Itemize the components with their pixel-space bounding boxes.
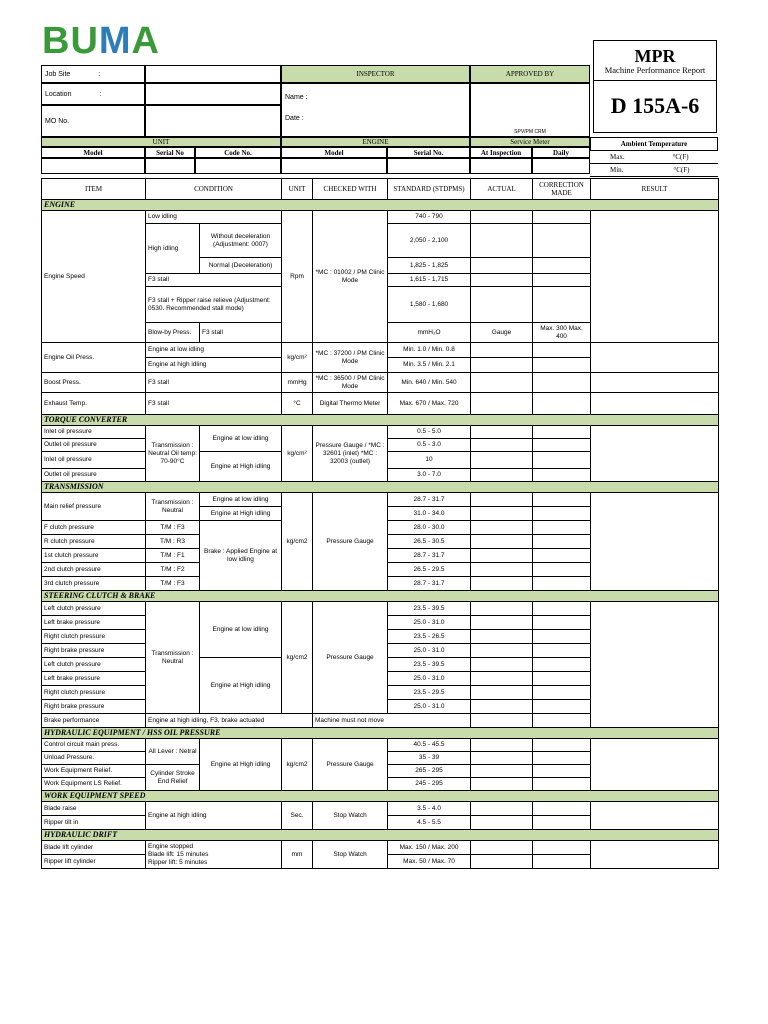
table-cell: Transmission : Neutral — [146, 602, 200, 714]
correction-cell[interactable] — [533, 343, 591, 358]
actual-cell[interactable] — [471, 452, 533, 469]
actual-cell[interactable] — [471, 211, 533, 224]
table-cell: F clutch pressure — [42, 521, 146, 535]
table-cell: kg/cm2 — [282, 602, 313, 714]
table-cell: kg/cm² — [282, 343, 313, 373]
table-cell: 28.7 - 31.7 — [388, 493, 471, 507]
correction-cell[interactable] — [533, 493, 591, 507]
table-cell: Transmission : Neutral Oil temp: 70-90°C — [146, 426, 200, 482]
actual-cell[interactable] — [471, 343, 533, 358]
actual-cell[interactable] — [471, 426, 533, 439]
section-engine — [42, 200, 719, 211]
table-cell: 1,580 - 1,680 — [388, 287, 471, 323]
table-cell: Unload Pressure. — [42, 752, 146, 765]
actual-cell[interactable] — [471, 358, 533, 373]
table-cell: Engine at High idling — [200, 507, 282, 521]
table-cell: 1,825 - 1,825 — [388, 258, 471, 274]
correction-cell[interactable] — [533, 521, 591, 535]
logo-text-c: A — [131, 20, 160, 62]
actual-cell[interactable] — [471, 855, 533, 869]
table-cell: 25.0 - 31.0 — [388, 616, 471, 630]
table-row — [42, 343, 719, 358]
correction-cell[interactable] — [533, 855, 591, 869]
mpr-subtitle: Machine Performance Report — [594, 65, 716, 81]
table-cell: Sec. — [282, 802, 313, 830]
result-cell[interactable] — [591, 493, 719, 591]
table-cell: F3 stall + Ripper raise relieve (Adjustment: 0530. Recommended stall mode) — [146, 287, 282, 323]
table-cell: 0.5 - 3.0 — [388, 439, 471, 452]
correction-cell[interactable] — [533, 373, 591, 393]
table-cell: Normal (Deceleration) — [200, 258, 282, 274]
ambient-min-row[interactable]: Min. °C(F) — [590, 164, 718, 177]
mo-no-field[interactable] — [145, 105, 281, 137]
table-cell: Cylinder Stroke End Relief — [146, 765, 200, 791]
actual-cell[interactable] — [471, 439, 533, 452]
engine-serial-field[interactable] — [387, 158, 470, 174]
table-cell: Machine must not move — [313, 714, 471, 728]
table-cell: Engine at High idling — [200, 739, 282, 791]
section-hydraulic-equipment — [42, 728, 719, 739]
result-cell[interactable] — [591, 343, 719, 373]
table-cell: Transmission : Neutral — [146, 493, 200, 521]
table-cell: F3 stall — [146, 393, 282, 415]
table-cell: 23.5 - 29.5 — [388, 686, 471, 700]
table-cell: 25.0 - 31.0 — [388, 672, 471, 686]
daily-field[interactable] — [532, 158, 590, 174]
table-cell: *MC : 37200 / PM Clinic Mode — [313, 343, 388, 373]
section-steering-clutch-brake — [42, 591, 719, 602]
table-cell: 25.0 - 31.0 — [388, 700, 471, 714]
table-cell: 2,050 - 2,100 — [388, 224, 471, 258]
table-cell: kg/cm2 — [282, 739, 313, 791]
actual-cell[interactable] — [471, 521, 533, 535]
correction-cell[interactable] — [533, 452, 591, 469]
code-no-field[interactable] — [195, 158, 281, 174]
table-cell: Left clutch pressure — [42, 602, 146, 616]
table-cell: 3.5 - 4.0 — [388, 802, 471, 816]
table-cell: Engine at low idling — [146, 343, 282, 358]
table-cell: Gauge — [471, 323, 533, 343]
correction-cell[interactable] — [533, 563, 591, 577]
table-cell: 35 - 39 — [388, 752, 471, 765]
table-cell: T/M : F3 — [146, 521, 200, 535]
correction-cell[interactable] — [533, 765, 591, 778]
result-cell[interactable] — [591, 802, 719, 830]
table-cell: Engine at low idling — [200, 602, 282, 658]
correction-cell[interactable] — [533, 469, 591, 482]
table-cell: Inlet oil pressure — [42, 452, 146, 469]
table-row — [42, 802, 719, 816]
table-cell: 2nd clutch pressure — [42, 563, 146, 577]
inspector-name: Name : — [285, 94, 308, 101]
logo-text-a: BU — [42, 20, 99, 62]
actual-cell[interactable] — [471, 493, 533, 507]
unit-header: UNIT — [41, 137, 281, 147]
correction-cell[interactable] — [533, 739, 591, 752]
unit-serial-label: Serial No — [145, 147, 195, 158]
actual-cell[interactable] — [471, 658, 533, 672]
table-cell: All Lever : Netral — [146, 739, 200, 765]
correction-cell[interactable] — [533, 816, 591, 830]
actual-cell[interactable] — [471, 563, 533, 577]
table-cell: kg/cm2 — [282, 493, 313, 591]
table-cell: 23.5 - 39.5 — [388, 602, 471, 616]
col-item: ITEM — [42, 179, 146, 200]
table-row — [42, 426, 719, 439]
table-cell: Digital Thermo Meter — [313, 393, 388, 415]
table-row — [42, 393, 719, 415]
correction-cell[interactable] — [533, 700, 591, 714]
table-cell: 3rd clutch pressure — [42, 577, 146, 591]
inspector-fields[interactable] — [281, 83, 470, 137]
table-cell: Engine at High idling — [200, 658, 282, 714]
table-cell: Main relief pressure — [42, 493, 146, 521]
correction-cell[interactable] — [533, 616, 591, 630]
daily-label: Daily — [532, 147, 590, 158]
table-row — [42, 373, 719, 393]
table-cell: Left clutch pressure — [42, 658, 146, 672]
table-row — [42, 493, 719, 507]
table-cell: Outlet oil pressure — [42, 439, 146, 452]
actual-cell[interactable] — [471, 602, 533, 616]
actual-cell[interactable] — [471, 549, 533, 563]
correction-cell[interactable] — [533, 211, 591, 224]
table-cell: mmHg — [282, 373, 313, 393]
table-row — [42, 211, 719, 224]
table-cell: Pressure Gauge / *MC : 32601 (inlet) *MC : 32003 (outlet) — [313, 426, 388, 482]
table-cell: Blade raise — [42, 802, 146, 816]
result-cell[interactable] — [591, 739, 719, 791]
approver-title: SPV/PM CRM — [514, 129, 546, 135]
table-cell: 40.5 - 45.5 — [388, 739, 471, 752]
table-cell: High idling — [146, 224, 200, 274]
unit-model-label: Model — [41, 147, 145, 158]
result-cell[interactable] — [591, 426, 719, 482]
col-unit: UNIT — [282, 179, 313, 200]
actual-cell[interactable] — [471, 739, 533, 752]
engine-model-label: Model — [281, 147, 387, 158]
table-cell: Ripper lift cylinder — [42, 855, 146, 869]
correction-cell[interactable] — [533, 577, 591, 591]
table-cell: mm — [282, 841, 313, 869]
actual-cell[interactable] — [471, 393, 533, 415]
job-site-field[interactable] — [145, 65, 281, 83]
correction-cell[interactable] — [533, 752, 591, 765]
table-cell: T/M : F2 — [146, 563, 200, 577]
table-cell: 25.0 - 31.0 — [388, 644, 471, 658]
table-cell: 10 — [388, 452, 471, 469]
table-cell: mmH₂O — [388, 323, 471, 343]
actual-cell[interactable] — [471, 686, 533, 700]
mpr-model: D 155A-6 — [610, 93, 700, 118]
actual-cell[interactable] — [471, 630, 533, 644]
correction-cell[interactable] — [533, 535, 591, 549]
table-cell: 23.5 - 39.5 — [388, 658, 471, 672]
engine-model-field[interactable] — [281, 158, 387, 174]
correction-cell[interactable] — [533, 549, 591, 563]
actual-cell[interactable] — [471, 224, 533, 258]
table-cell: Inlet oil pressure — [42, 426, 146, 439]
actual-cell[interactable] — [471, 373, 533, 393]
ambient-title: Ambient Temperature — [590, 137, 718, 151]
table-cell: Engine at high idling, F3, brake actuated — [146, 714, 313, 728]
table-row — [42, 841, 719, 855]
table-cell: F3 stall — [200, 323, 313, 343]
mpr-title: MPR — [634, 46, 676, 66]
actual-cell[interactable] — [471, 752, 533, 765]
correction-cell[interactable] — [533, 439, 591, 452]
table-cell: Right clutch pressure — [42, 686, 146, 700]
item-engine-speed: Engine Speed — [42, 211, 146, 343]
actual-cell[interactable] — [471, 714, 533, 728]
table-cell: 265 - 295 — [388, 765, 471, 778]
table-cell: Engine at High idling — [200, 452, 282, 482]
correction-cell[interactable] — [533, 287, 591, 323]
column-header-row — [42, 179, 719, 200]
mo-no-label: MO No. — [41, 105, 145, 137]
actual-cell[interactable] — [471, 577, 533, 591]
table-cell: Min. 1.0 / Min. 0.8 — [388, 343, 471, 358]
inspection-table — [41, 178, 719, 869]
table-cell: TORQUE CONVERTER — [42, 415, 719, 426]
table-cell: Engine at low idling — [200, 493, 282, 507]
table-cell: Engine stopped Blade lift: 15 minutes Ripper lift: 5 minutes — [146, 841, 282, 869]
actual-cell[interactable] — [471, 644, 533, 658]
table-cell: 23.5 - 26.5 — [388, 630, 471, 644]
table-cell: 28.7 - 31.7 — [388, 577, 471, 591]
table-cell: °C — [282, 393, 313, 415]
correction-cell[interactable] — [533, 393, 591, 415]
logo-text-b: M — [98, 20, 132, 62]
table-cell: Outlet oil pressure — [42, 469, 146, 482]
ambient-max-row[interactable]: Max. °C(F) — [590, 151, 718, 164]
table-cell: kg/cm² — [282, 426, 313, 482]
table-cell: Engine Oil Press. — [42, 343, 146, 373]
correction-cell[interactable] — [533, 602, 591, 616]
actual-cell[interactable] — [471, 616, 533, 630]
result-cell[interactable] — [591, 211, 719, 343]
table-cell: Right brake pressure — [42, 700, 146, 714]
inspector-header: INSPECTOR — [281, 65, 470, 83]
actual-cell[interactable] — [471, 841, 533, 855]
approved-by-header: APPROVED BY — [470, 65, 590, 83]
table-cell: Control circuit main press. — [42, 739, 146, 752]
table-cell: WORK EQUIPMENT SPEED — [42, 791, 719, 802]
location-label: Location : — [41, 83, 145, 105]
table-cell: Min. 3.5 / Min. 2.1 — [388, 358, 471, 373]
table-cell: F3 stall — [146, 274, 282, 287]
table-cell: Brake : Applied Engine at low idling — [200, 521, 282, 591]
correction-cell[interactable] — [533, 644, 591, 658]
col-correction: CORRECTION MADE — [533, 179, 591, 200]
table-cell: T/M : F3 — [146, 577, 200, 591]
table-cell: *MC : 36500 / PM Clinic Mode — [313, 373, 388, 393]
correction-cell[interactable] — [533, 224, 591, 258]
table-cell: 26.5 - 30.5 — [388, 535, 471, 549]
table-cell: 28.0 - 30.0 — [388, 521, 471, 535]
correction-cell[interactable] — [533, 841, 591, 855]
table-cell: 0.5 - 5.0 — [388, 426, 471, 439]
actual-cell[interactable] — [471, 672, 533, 686]
table-cell: Brake performance — [42, 714, 146, 728]
buma-logo — [42, 22, 160, 60]
table-cell: 26.5 - 29.5 — [388, 563, 471, 577]
table-cell: Blade lift cylinder — [42, 841, 146, 855]
table-cell: 28.7 - 31.7 — [388, 549, 471, 563]
ambient-temperature-box — [590, 137, 718, 173]
table-cell: Engine at high idling — [146, 802, 282, 830]
correction-cell[interactable] — [533, 630, 591, 644]
table-cell: Left brake pressure — [42, 616, 146, 630]
correction-cell[interactable] — [533, 658, 591, 672]
table-cell: 1st clutch pressure — [42, 549, 146, 563]
table-cell: TRANSMISSION — [42, 482, 719, 493]
table-cell: Left brake pressure — [42, 672, 146, 686]
table-cell: 740 - 790 — [388, 211, 471, 224]
table-cell: T/M : R3 — [146, 535, 200, 549]
table-cell: 31.0 - 34.0 — [388, 507, 471, 521]
at-inspection-field[interactable] — [470, 158, 532, 174]
at-inspection-label: At Inspection — [470, 147, 532, 158]
table-cell: Pressure Gauge — [313, 602, 388, 714]
table-cell: Rpm — [282, 211, 313, 343]
table-cell: HYDRAULIC DRIFT — [42, 830, 719, 841]
actual-cell[interactable] — [471, 258, 533, 274]
table-cell: Work Equipment LS Relief. — [42, 778, 146, 791]
engine-serial-label: Serial No. — [387, 147, 470, 158]
table-cell: Low idling — [146, 211, 282, 224]
actual-cell[interactable] — [471, 700, 533, 714]
table-cell: Stop Watch — [313, 841, 388, 869]
actual-cell[interactable] — [471, 765, 533, 778]
correction-cell[interactable] — [533, 258, 591, 274]
table-cell: Max. 50 / Max. 70 — [388, 855, 471, 869]
section-torque-converter — [42, 415, 719, 426]
inspector-date: Date : — [285, 115, 304, 122]
table-cell: Max. 670 / Max. 720 — [388, 393, 471, 415]
table-cell: Stop Watch — [313, 802, 388, 830]
table-cell: Without deceleration (Adjustment: 0007) — [200, 224, 282, 258]
actual-cell[interactable] — [471, 816, 533, 830]
section-hydraulic-drift — [42, 830, 719, 841]
table-cell: 245 - 295 — [388, 778, 471, 791]
table-cell: Blow-by Press. — [146, 323, 200, 343]
section-transmission — [42, 482, 719, 493]
result-cell[interactable] — [591, 602, 719, 728]
location-field[interactable] — [145, 83, 281, 105]
code-no-label: Code No. — [195, 147, 281, 158]
actual-cell[interactable] — [471, 287, 533, 323]
unit-model-field[interactable] — [41, 158, 145, 174]
service-meter-header: Service Meter — [470, 137, 590, 147]
result-cell[interactable] — [591, 841, 719, 869]
actual-cell[interactable] — [471, 274, 533, 287]
engine-header: ENGINE — [281, 137, 470, 147]
table-cell: *MC : 01002 / PM Clinic Mode — [313, 211, 388, 343]
correction-cell[interactable] — [533, 672, 591, 686]
actual-cell[interactable] — [471, 778, 533, 791]
table-row — [42, 602, 719, 616]
mpr-title-box — [593, 40, 717, 133]
table-cell: F3 stall — [146, 373, 282, 393]
correction-cell[interactable] — [533, 686, 591, 700]
actual-cell[interactable] — [471, 802, 533, 816]
table-cell: 1,615 - 1,715 — [388, 274, 471, 287]
col-actual: ACTUAL — [471, 179, 533, 200]
correction-cell[interactable] — [533, 802, 591, 816]
table-cell: Exhaust Temp. — [42, 393, 146, 415]
correction-cell[interactable] — [533, 714, 591, 728]
actual-cell[interactable] — [471, 535, 533, 549]
table-cell: Ripper tilt in — [42, 816, 146, 830]
table-cell: 3.0 - 7.0 — [388, 469, 471, 482]
table-cell: Engine at low idling — [200, 426, 282, 452]
actual-cell[interactable] — [471, 469, 533, 482]
table-cell: Right clutch pressure — [42, 630, 146, 644]
table-cell: Right brake pressure — [42, 644, 146, 658]
correction-cell[interactable] — [533, 358, 591, 373]
correction-cell[interactable] — [533, 274, 591, 287]
correction-cell[interactable] — [533, 426, 591, 439]
table-cell: Max. 300 Max. 400 — [533, 323, 591, 343]
correction-cell[interactable] — [533, 778, 591, 791]
table-cell: Min. 640 / Min. 540 — [388, 373, 471, 393]
actual-cell[interactable] — [471, 507, 533, 521]
table-cell: Boost Press. — [42, 373, 146, 393]
table-cell: Engine at high idling — [146, 358, 282, 373]
table-cell: T/M : F1 — [146, 549, 200, 563]
table-cell: Pressure Gauge — [313, 493, 388, 591]
table-cell: HYDRAULIC EQUIPMENT / HSS OIL PRESSURE — [42, 728, 719, 739]
table-cell: Pressure Gauge — [313, 739, 388, 791]
col-checked-with: CHECKED WITH — [313, 179, 388, 200]
correction-cell[interactable] — [533, 507, 591, 521]
result-cell[interactable] — [591, 373, 719, 393]
col-result: RESULT — [591, 179, 719, 200]
unit-serial-field[interactable] — [145, 158, 195, 174]
table-cell: STEERING CLUTCH & BRAKE — [42, 591, 719, 602]
table-cell: ENGINE — [42, 200, 719, 211]
table-row — [42, 739, 719, 752]
approved-by-field[interactable] — [470, 83, 590, 137]
section-work-equipment-speed — [42, 791, 719, 802]
table-cell: Max. 150 / Max. 200 — [388, 841, 471, 855]
job-site-label: Job Site : — [41, 65, 145, 83]
result-cell[interactable] — [591, 393, 719, 415]
col-condition: CONDITION — [146, 179, 282, 200]
col-standard: STANDARD (STDPMS) — [388, 179, 471, 200]
table-cell: Work Equipment Relief. — [42, 765, 146, 778]
table-cell: 4.5 - 5.5 — [388, 816, 471, 830]
table-cell: R clutch pressure — [42, 535, 146, 549]
